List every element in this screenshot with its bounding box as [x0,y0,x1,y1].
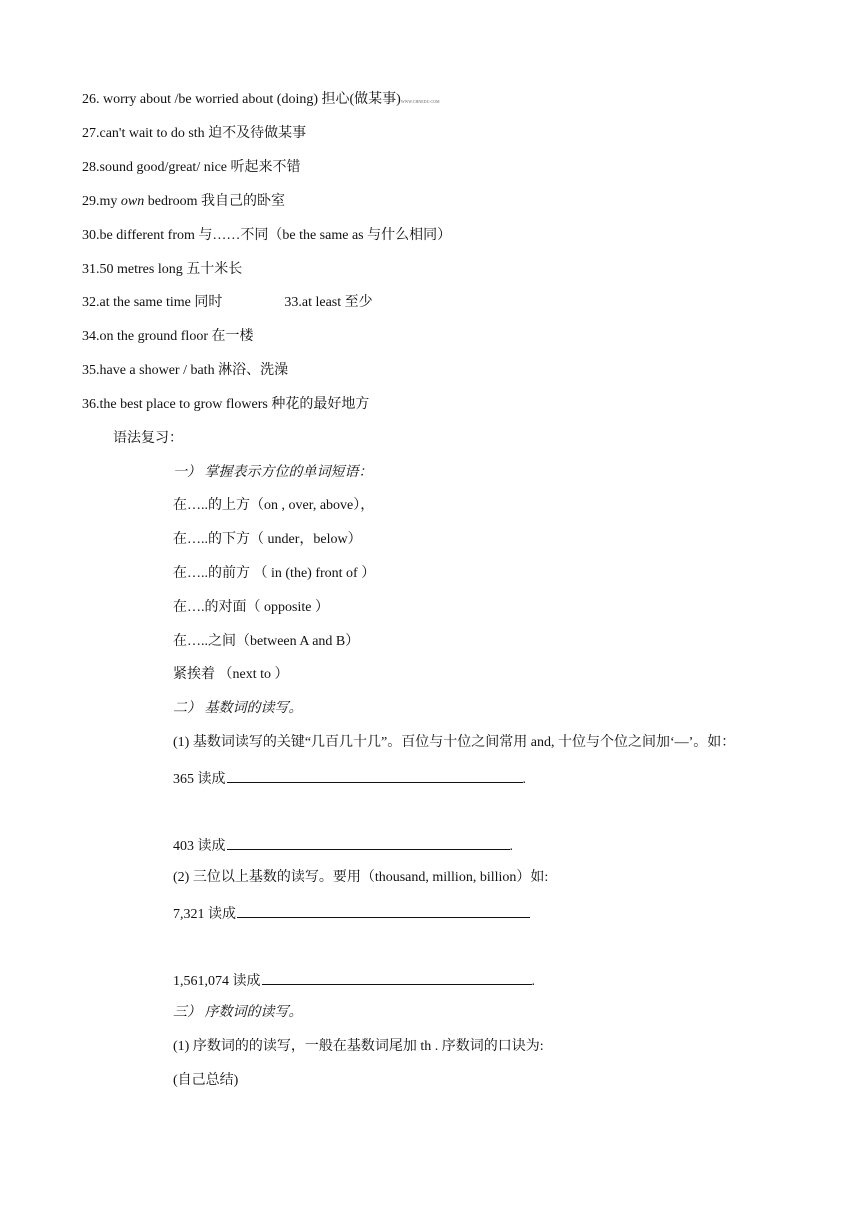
phrase-30: 30.be different from 与……不同（be the same as 与什么相同） [82,228,452,243]
phrase-31: 31.50 metres long 五十米长 [82,262,243,277]
location-item: 在….的对面（ opposite ） [173,600,329,615]
cardinal-example-7321 [173,903,530,924]
answer-blank[interactable] [227,768,523,783]
example-label: 7,321 读成 [173,907,236,922]
period: . [531,974,535,989]
phrase-32-33 [82,294,373,312]
cardinal-rule-2: (2) 三位以上基数的读写。要用（thousand, million, billion）如: [173,870,549,885]
cardinal-example-1561074 [173,970,535,991]
watermark-text: WWW.CHNEDU.COM [400,99,440,104]
example-label: 403 读成 [173,839,226,854]
phrase-28: 28.sound good/great/ nice 听起来不错 [82,160,301,175]
cardinal-example-365 [173,768,526,789]
phrase-36: 36.the best place to grow flowers 种花的最好地方 [82,397,370,412]
section-1-heading: 一） 掌握表示方位的单词短语： [173,465,373,480]
phrase-29-post: bedroom 我自己的卧室 [144,194,285,209]
phrase-35: 35.have a shower / bath 淋浴、洗澡 [82,363,289,378]
example-label: 1,561,074 读成 [173,974,261,989]
section-3-heading: 三） 序数词的读写。 [173,1005,303,1020]
ordinal-note: (自己总结) [173,1073,239,1088]
phrase-26-text: 26. worry about /be worried about (doing) 担心(做某事) [82,92,401,107]
cardinal-rule-1: (1) 基数词读写的关键“几百几十几”。百位与十位之间常用 and, 十位与个位之间加‘—’。如： [173,735,736,750]
ordinal-rule-1: (1) 序数词的的读写，一般在基数词尾加 th . 序数词的口诀为: [173,1039,544,1054]
answer-blank[interactable] [227,835,510,850]
phrase-29-pre: 29.my [82,194,121,209]
period: . [509,839,513,854]
phrase-27: 27.can't wait to do sth 迫不及待做某事 [82,126,307,141]
period: . [522,772,526,787]
answer-blank[interactable] [262,970,532,985]
phrase-29-own: own [120,194,145,209]
cardinal-example-403 [173,835,513,856]
phrase-33: 33.at least 至少 [284,295,373,310]
location-item: 在…..的上方（on , over, above）， [173,498,375,513]
location-item: 在…..的前方 （ in (the) front of ） [173,566,376,581]
grammar-review-title: 语法复习： [113,431,183,446]
location-item: 在…..之间（between A and B） [173,634,360,649]
location-item: 在…..的下方（ under，below） [173,532,362,547]
phrase-34: 34.on the ground floor 在一楼 [82,329,254,344]
answer-blank[interactable] [237,903,530,918]
phrase-29 [82,193,285,211]
location-item: 紧挨着 （next to ） [173,667,289,682]
phrase-26 [82,91,440,111]
section-2-heading: 二） 基数词的读写。 [173,701,303,716]
phrase-32: 32.at the same time 同时 [82,295,223,310]
example-label: 365 读成 [173,772,226,787]
